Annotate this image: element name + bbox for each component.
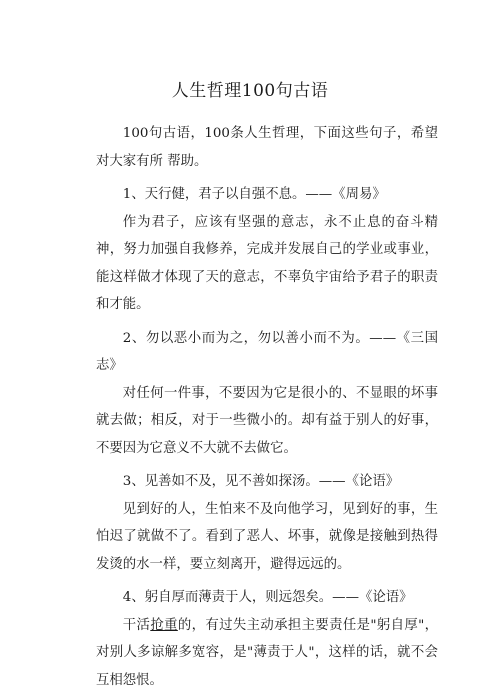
section-body-text: 的，有过失主动承担主要责任是"躬自厚"，对别人多谅解多宽容，是"薄责于人"，这样的话，就不会互相怨恨。 (96, 618, 438, 688)
underlined-text: 抢重 (150, 618, 178, 633)
document-content (96, 116, 438, 694)
section-heading: 4、躬自厚而薄责于人，则远怨矣。——《论语》 (96, 584, 438, 612)
section-heading: 3、见善如不及，见不善如探汤。——《论语》 (96, 468, 438, 496)
section-body: 见到好的人，生怕来不及向他学习，见到好的事，生怕迟了就做不了。看到了恶人、坏事，就像是接触到热得发烫的水一样，要立刻离开，避得远远的。 (96, 496, 438, 579)
section-heading: 2、勿以恶小而为之，勿以善小而不为。——《三国志》 (96, 325, 438, 380)
section-body: 作为君子，应该有坚强的意志，永不止息的奋斗精神，努力加强自我修养，完成并发展自己的学业或事业，能这样做才体现了天的意志，不辜负宇宙给予君子的职责和才能。 (96, 209, 438, 319)
section-body: 对任何一件事，不要因为它是很小的、不显眼的坏事就去做；相反，对于一些微小的。却有益于别人的好事，不要因为它意义不大就不去做它。 (96, 380, 438, 463)
document-title: 人生哲理100句古语 (0, 76, 500, 101)
section-heading: 1、天行健，君子以自强不息。——《周易》 (96, 181, 438, 209)
section-body (96, 612, 438, 694)
section-body-text: 干活 (123, 618, 151, 633)
intro-paragraph: 100句古语，100条人生哲理，下面这些句子，希望对大家有所 帮助。 (96, 120, 438, 175)
